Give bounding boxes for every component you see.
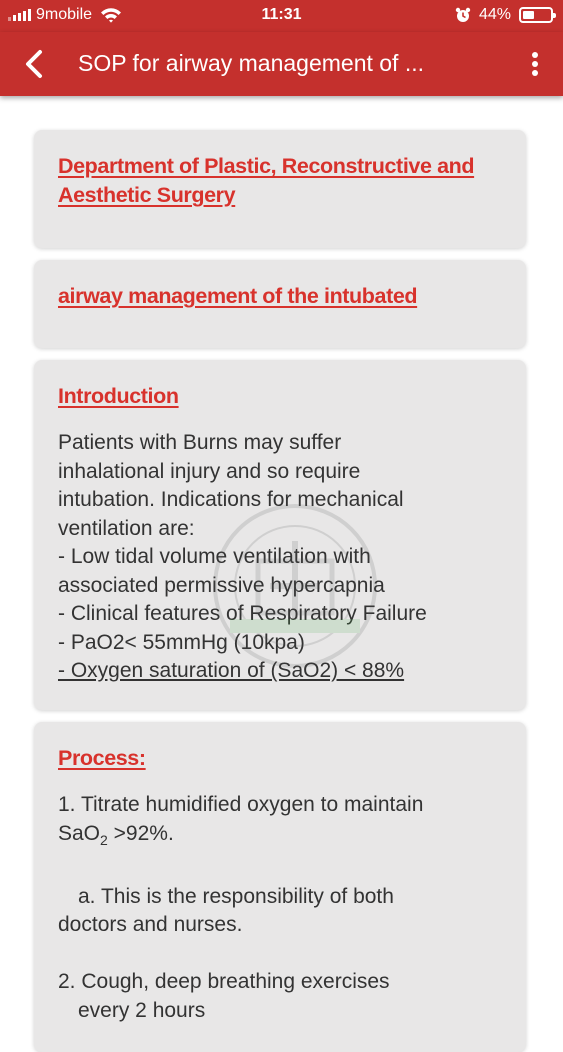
introduction-title[interactable]: Introduction bbox=[58, 384, 179, 408]
intro-line: inhalational injury and so require bbox=[58, 459, 361, 483]
battery-percent: 44% bbox=[478, 6, 511, 23]
process-title[interactable]: Process: bbox=[58, 746, 146, 770]
process-line: a. This is the responsibility of both bbox=[78, 884, 394, 908]
more-options-button[interactable] bbox=[529, 48, 541, 80]
process-line: every 2 hours bbox=[78, 998, 206, 1022]
subject-title[interactable]: airway management of the intubated bbox=[58, 284, 418, 308]
intro-line: ventilation are: bbox=[58, 516, 195, 540]
process-card bbox=[34, 722, 526, 1052]
subject-card bbox=[34, 260, 526, 348]
intro-line: - Clinical features of Respiratory Failure bbox=[58, 602, 427, 625]
intro-line: - Low tidal volume ventilation with bbox=[58, 545, 371, 568]
process-line: doctors and nurses. bbox=[58, 913, 243, 937]
intro-line: - PaO2< 55mmHg (10kpa) bbox=[58, 630, 305, 654]
process-line: 2. Cough, deep breathing exercises bbox=[58, 970, 390, 994]
status-bar bbox=[0, 0, 563, 32]
content-scroll-area[interactable] bbox=[0, 96, 563, 1022]
hospital-logo-watermark bbox=[210, 501, 380, 671]
alarm-icon bbox=[455, 7, 471, 23]
intro-line: associated permissive hypercapnia bbox=[58, 573, 385, 597]
process-body bbox=[58, 791, 502, 1025]
intro-line: intubation. Indications for mechanical bbox=[58, 488, 404, 511]
process-line: 1. Titrate humidified oxygen to maintain bbox=[58, 793, 424, 816]
carrier-label: 9mobile bbox=[36, 6, 93, 23]
department-title[interactable]: Department of Plastic, Reconstructive and Aesthetic Surgery bbox=[58, 154, 475, 207]
intro-line: - Oxygen saturation of (SaO2) < 88% bbox=[58, 659, 405, 682]
battery-icon bbox=[519, 7, 553, 23]
back-button[interactable] bbox=[18, 46, 54, 82]
department-card bbox=[34, 130, 526, 248]
clock: 11:31 bbox=[261, 6, 302, 23]
process-line: SaO$_2$ >92%. bbox=[58, 821, 174, 848]
intro-line: Patients with Burns may suffer bbox=[58, 431, 342, 454]
page-title: SOP for airway management of ... bbox=[78, 50, 425, 76]
app-bar bbox=[0, 32, 563, 96]
